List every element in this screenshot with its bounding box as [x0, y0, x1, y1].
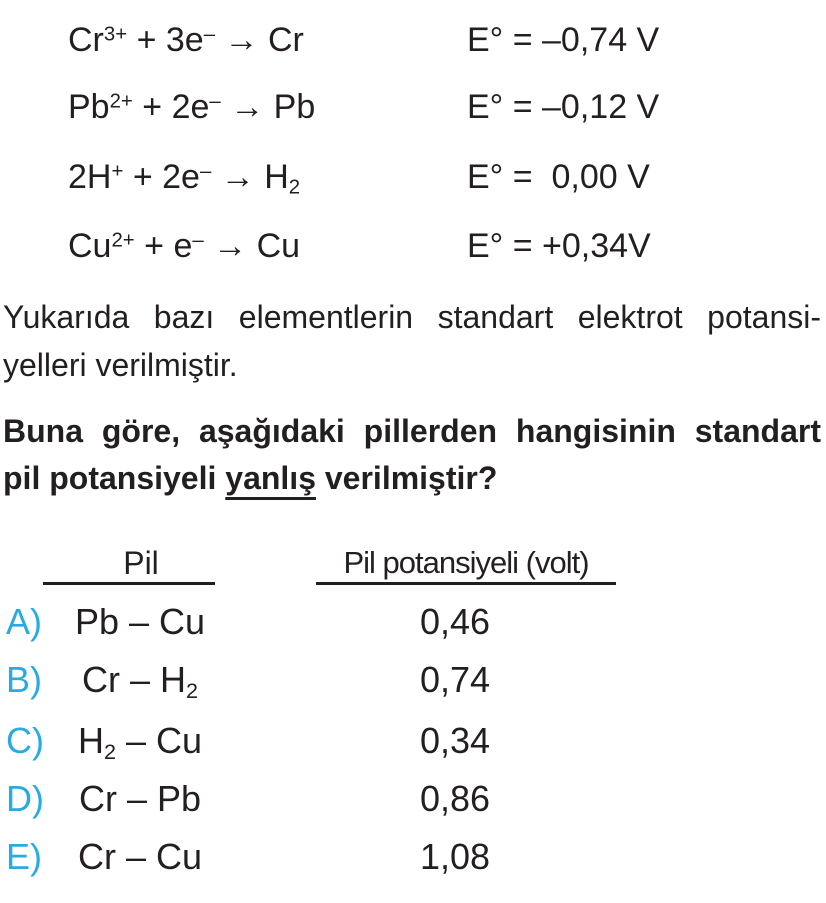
option-cell-pair: $H_2$ – Cu — [77, 720, 203, 765]
option-cell-pair: Cr – Pb — [78, 778, 202, 819]
option-letter: A) — [6, 601, 42, 642]
standard-potential-value: E° = +0,34V — [467, 227, 651, 265]
option-cell-potential: 1,08 — [419, 836, 491, 877]
question-line-2-post: verilmiştir? — [315, 460, 498, 496]
question-line-2 — [3, 455, 821, 502]
option-cell-pair: Cr – Cu — [77, 836, 203, 877]
option-letter: B) — [6, 659, 42, 700]
half-reaction-row — [0, 226, 826, 272]
half-reaction-equation: $Pb^{2+} + 2e^- \to Pb$ — [68, 88, 316, 126]
option-letter: D) — [6, 778, 44, 819]
option-cell-potential: 0,34 — [419, 720, 491, 761]
half-reaction-equation: $Cr^{3+} + 3e^- \to Cr$ — [68, 21, 304, 59]
half-reaction-equation: $Cu^{2+} + e^- \to Cu$ — [68, 227, 301, 265]
intro-paragraph — [3, 293, 821, 389]
option-row-b — [0, 659, 826, 707]
table-header-potential: Pil potansiyeli (volt) — [316, 544, 616, 585]
option-row-a — [0, 601, 826, 649]
half-reaction-row — [0, 20, 826, 66]
standard-potential-value: E° = –0,74 V — [467, 21, 660, 59]
half-reaction-equation: $2H^+ + 2e^- \to H_2$ — [68, 158, 301, 199]
option-cell-potential: 0,86 — [419, 778, 491, 819]
half-reaction-row — [0, 157, 826, 203]
standard-potential-value: E° = –0,12 V — [467, 88, 660, 126]
option-row-e — [0, 836, 826, 884]
option-cell-pair: Pb – Cu — [74, 601, 206, 642]
table-header-pil: Pil — [43, 544, 215, 585]
option-cell-pair: Cr – $H_2$ — [81, 659, 199, 704]
intro-line-1: Yukarıda bazı elementlerin standart elektrot potansi- — [3, 299, 821, 335]
option-cell-potential: 0,74 — [419, 659, 491, 700]
option-row-c — [0, 720, 826, 768]
intro-line-2: yelleri verilmiştir. — [3, 347, 238, 383]
half-reaction-row — [0, 87, 826, 133]
underlined-word: yanlış — [225, 460, 316, 496]
option-letter: E) — [6, 836, 42, 877]
question-line-2-pre: pil potansiyeli — [3, 460, 226, 496]
option-row-d — [0, 778, 826, 826]
option-cell-potential: 0,46 — [419, 601, 491, 642]
question-line-1: Buna göre, aşağıdaki pillerden hangisinin standart — [3, 413, 821, 449]
standard-potential-value: E° = 0,00 V — [467, 158, 650, 196]
option-letter: C) — [6, 720, 44, 761]
question-text — [3, 408, 821, 502]
